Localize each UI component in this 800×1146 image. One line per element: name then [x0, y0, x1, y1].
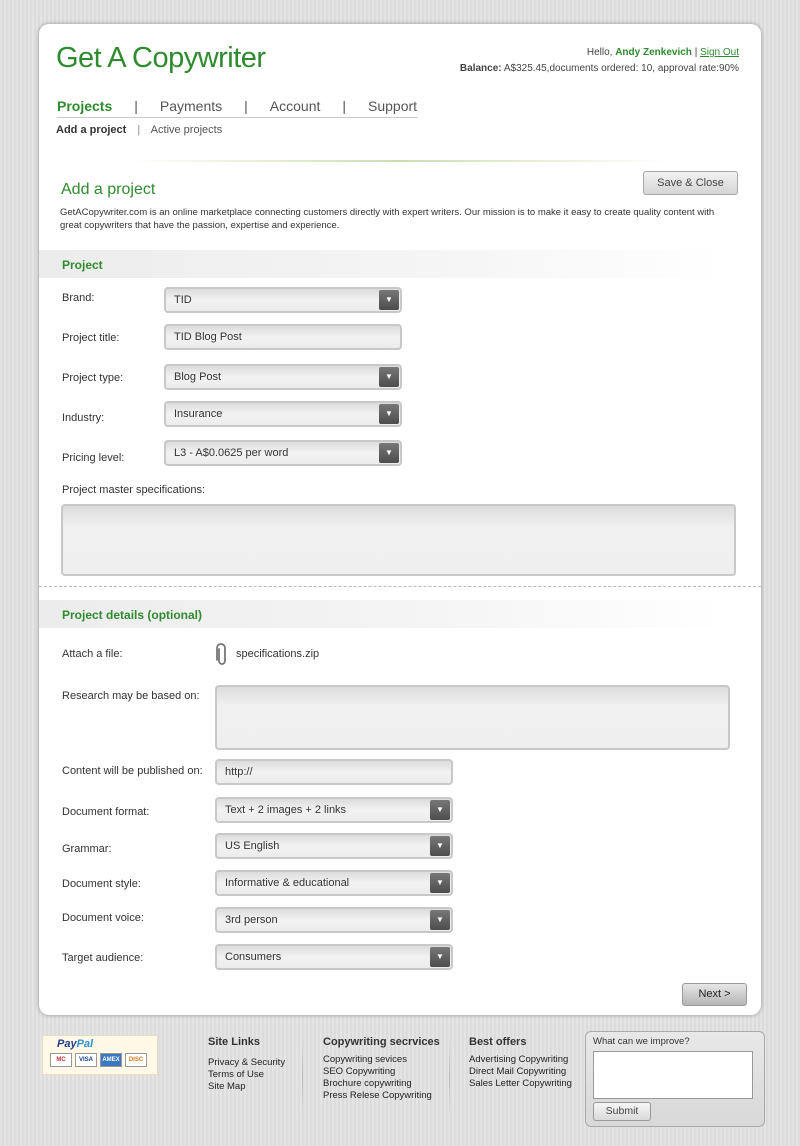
- amex-icon: AMEX: [100, 1053, 122, 1067]
- footer-link-sitemap[interactable]: Site Map: [208, 1081, 246, 1092]
- pricing-level-label: Pricing level:: [62, 452, 125, 464]
- nav-separator: |: [342, 98, 347, 114]
- paypal-wordmark: PayPal: [57, 1038, 94, 1050]
- pricing-level-select[interactable]: [164, 440, 402, 466]
- feedback-question: What can we improve?: [593, 1036, 690, 1047]
- footer-site-links: [208, 1036, 285, 1093]
- details-section-heading: Project details (optional): [39, 600, 761, 628]
- footer-link-privacy[interactable]: Privacy & Security: [208, 1057, 286, 1068]
- feedback-box: [585, 1031, 765, 1127]
- subnav-item-active-projects[interactable]: Active projects: [150, 124, 223, 136]
- pricing-level-value: L3 - A$0.0625 per word: [174, 447, 289, 459]
- chevron-down-icon: ▼: [379, 290, 399, 310]
- footer-divider: [302, 1038, 303, 1118]
- industry-value: Insurance: [174, 408, 223, 420]
- document-voice-value: 3rd person: [225, 914, 278, 926]
- nav-separator: |: [244, 98, 248, 114]
- footer-link-brochure[interactable]: Brochure copywriting: [323, 1078, 412, 1089]
- payment-cards: [50, 1053, 147, 1067]
- greeting: Hello,: [586, 47, 613, 58]
- userbar-separator: |: [694, 47, 698, 58]
- chevron-down-icon: ▼: [430, 910, 450, 930]
- target-audience-select[interactable]: [215, 944, 453, 970]
- project-type-label: Project type:: [62, 372, 124, 384]
- user-bar: [460, 45, 739, 77]
- mastercard-icon: MC: [50, 1053, 72, 1067]
- main-nav: [57, 98, 418, 118]
- brand-label: Brand:: [62, 292, 95, 304]
- user-name-link[interactable]: Andy Zenkevich: [615, 47, 692, 58]
- project-type-value: Blog Post: [174, 371, 222, 383]
- footer-link-terms[interactable]: Terms of Use: [208, 1069, 264, 1080]
- footer-heading: Site Links: [208, 1036, 260, 1048]
- brand-select[interactable]: [164, 287, 402, 313]
- research-textarea[interactable]: [215, 685, 730, 750]
- feedback-textarea[interactable]: [593, 1051, 753, 1099]
- grammar-label: Grammar:: [62, 843, 112, 855]
- balance-text: A$325.45,documents ordered: 10, approval rate:90%: [503, 63, 739, 74]
- document-style-select[interactable]: [215, 870, 453, 896]
- footer-link-press-release[interactable]: Press Relese Copywriting: [323, 1090, 432, 1101]
- balance-label: Balance:: [459, 63, 502, 74]
- publish-label: Content will be published on:: [62, 765, 203, 777]
- project-section-heading: Project: [39, 250, 761, 278]
- document-format-value: Text + 2 images + 2 links: [225, 804, 347, 816]
- sign-out-link[interactable]: Sign Out: [700, 47, 739, 58]
- section-divider: [39, 586, 761, 587]
- industry-label: Industry:: [62, 412, 105, 424]
- chevron-down-icon: ▼: [379, 443, 399, 463]
- project-type-select[interactable]: [164, 364, 402, 390]
- attached-file-name[interactable]: specifications.zip: [236, 648, 320, 660]
- project-title-input[interactable]: TID Blog Post: [164, 324, 402, 350]
- footer-heading: Copywriting secrvices: [323, 1036, 440, 1048]
- grammar-value: US English: [225, 840, 280, 852]
- target-audience-label: Target audience:: [62, 952, 144, 964]
- grammar-select[interactable]: [215, 833, 453, 859]
- master-spec-label: Project master specifications:: [62, 484, 206, 496]
- nav-item-support[interactable]: Support: [368, 98, 418, 114]
- document-voice-select[interactable]: [215, 907, 453, 933]
- main-card: [39, 24, 761, 1015]
- footer-heading: Best offers: [469, 1036, 527, 1048]
- footer-offers: [469, 1036, 572, 1090]
- nav-item-payments[interactable]: Payments: [159, 98, 223, 114]
- footer-link-direct-mail[interactable]: Direct Mail Copywriting: [469, 1066, 567, 1077]
- research-label: Research may be based on:: [62, 690, 200, 702]
- sub-nav: [56, 124, 222, 136]
- target-audience-value: Consumers: [225, 951, 282, 963]
- discover-icon: DISC: [125, 1053, 147, 1067]
- nav-separator: |: [134, 98, 138, 114]
- visa-icon: VISA: [75, 1053, 97, 1067]
- footer-services: [323, 1036, 440, 1102]
- paperclip-icon[interactable]: [215, 643, 229, 667]
- industry-select[interactable]: [164, 401, 402, 427]
- publish-url-input[interactable]: http://: [215, 759, 453, 785]
- page-title: Add a project: [61, 181, 156, 198]
- subnav-item-add-project[interactable]: Add a project: [56, 124, 127, 136]
- footer-link-sales-letter[interactable]: Sales Letter Copywriting: [469, 1078, 572, 1089]
- chevron-down-icon: ▼: [430, 947, 450, 967]
- chevron-down-icon: ▼: [379, 367, 399, 387]
- footer-link-services[interactable]: Copywriting sevices: [323, 1054, 407, 1065]
- logo[interactable]: Get A Copywriter: [56, 42, 266, 74]
- footer-divider: [449, 1038, 450, 1118]
- master-spec-textarea[interactable]: [61, 504, 736, 576]
- subnav-separator: |: [137, 124, 141, 136]
- brand-value: TID: [174, 294, 192, 306]
- footer-link-advertising[interactable]: Advertising Copywriting: [469, 1054, 569, 1065]
- intro-text: GetACopywriter.com is an online marketplace connecting customers directly with expert writers. Our mission is to make it easy to create quality content with great copywriters that have the passion, expertise and experience.: [60, 207, 715, 231]
- document-format-label: Document format:: [62, 806, 150, 818]
- chevron-down-icon: ▼: [430, 873, 450, 893]
- footer-link-seo[interactable]: SEO Copywriting: [323, 1066, 396, 1077]
- document-format-select[interactable]: [215, 797, 453, 823]
- attach-file-label: Attach a file:: [62, 648, 123, 660]
- project-title-label: Project title:: [62, 332, 120, 344]
- nav-item-projects[interactable]: Projects: [57, 98, 113, 114]
- document-style-value: Informative & educational: [225, 877, 350, 889]
- paypal-logo: [42, 1035, 158, 1075]
- chevron-down-icon: ▼: [430, 800, 450, 820]
- document-style-label: Document style:: [62, 878, 141, 890]
- feedback-submit-button[interactable]: Submit: [593, 1102, 651, 1121]
- nav-item-account[interactable]: Account: [269, 98, 321, 114]
- next-button[interactable]: Next >: [682, 983, 747, 1006]
- document-voice-label: Document voice:: [62, 912, 144, 924]
- chevron-down-icon: ▼: [430, 836, 450, 856]
- header-divider: [129, 160, 669, 162]
- chevron-down-icon: ▼: [379, 404, 399, 424]
- footer: [0, 1026, 800, 1146]
- save-close-button[interactable]: Save & Close: [643, 171, 738, 195]
